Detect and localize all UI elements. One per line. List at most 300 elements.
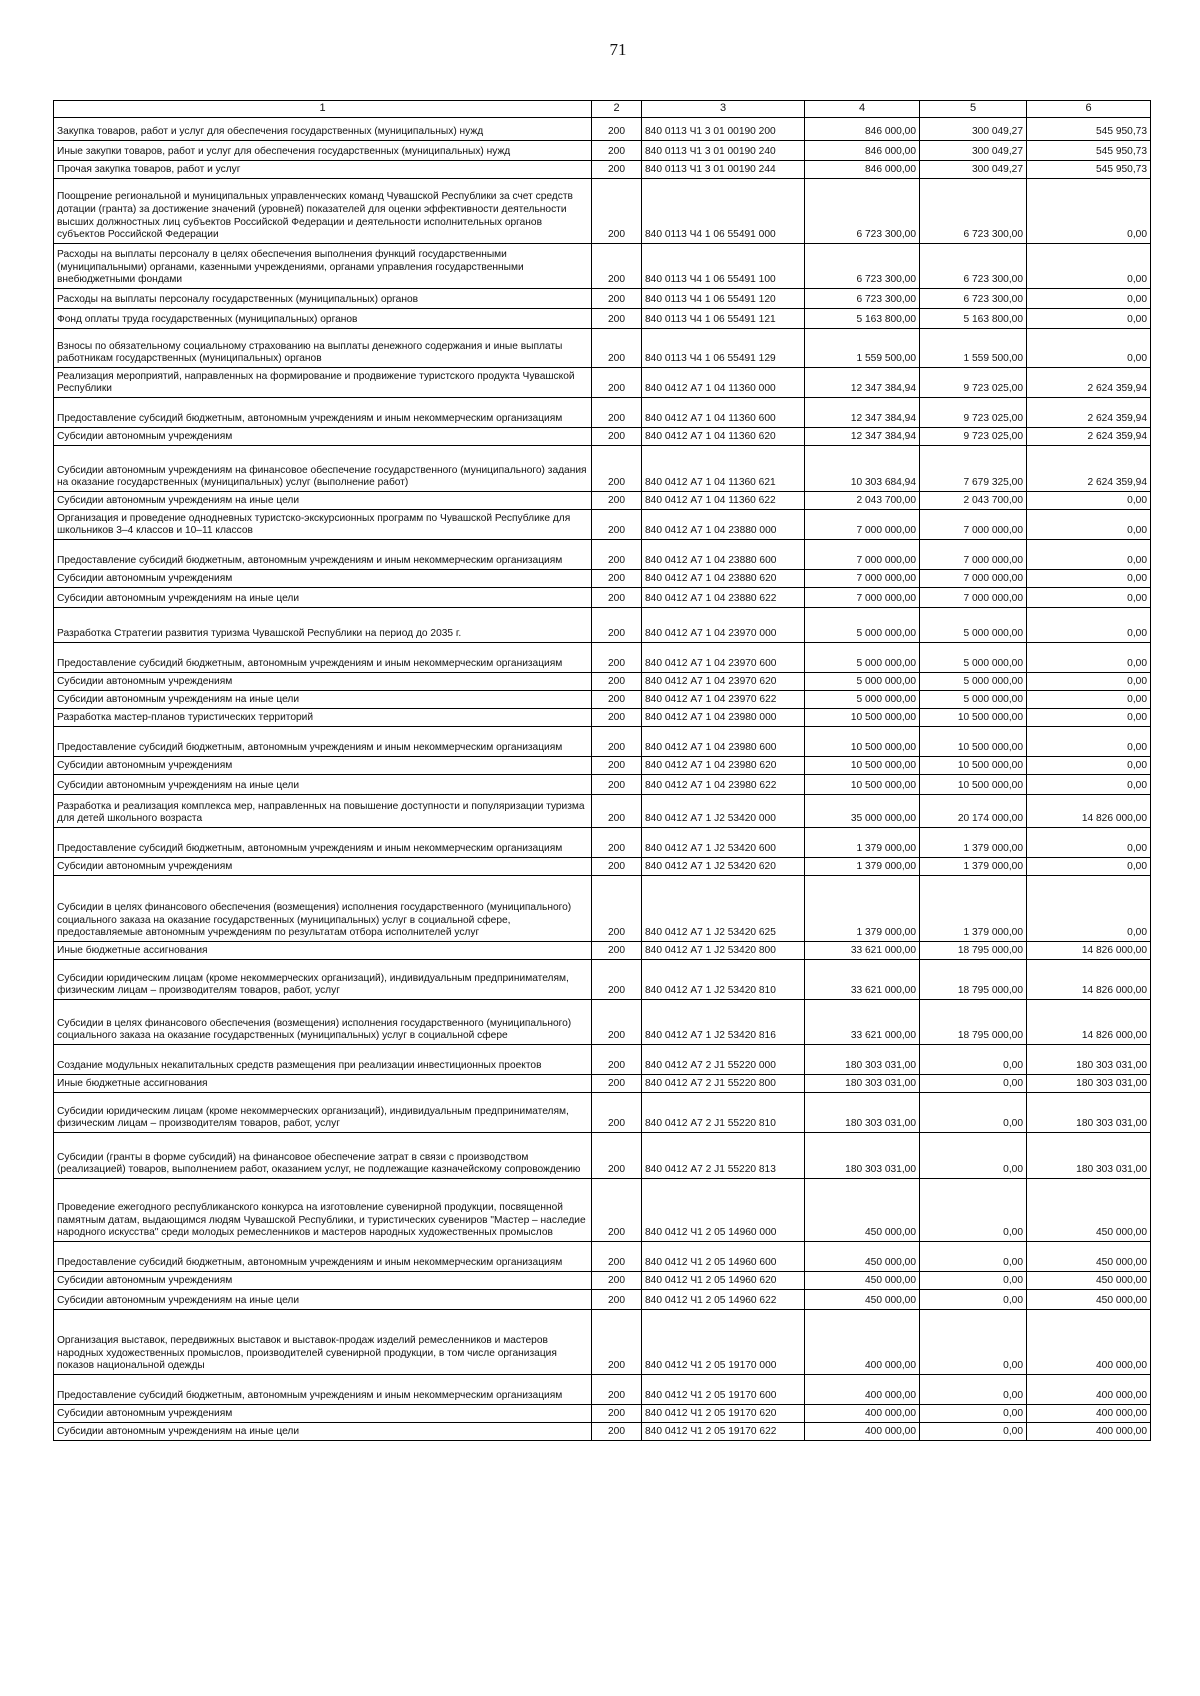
table-row [54,368,1151,398]
row-executed-amount-cell: 10 500 000,00 [920,727,1027,757]
row-remainder-amount-cell: 450 000,00 [1027,1272,1151,1290]
row-executed-amount-cell: 0,00 [920,1272,1027,1290]
row-classification-code-cell: 840 0412 А7 1 04 11360 000 [642,368,805,398]
row-executed-amount-cell: 1 379 000,00 [920,858,1027,876]
table-row [54,428,1151,446]
row-remainder-amount-cell: 450 000,00 [1027,1290,1151,1310]
row-remainder-amount-cell: 0,00 [1027,775,1151,795]
row-executed-amount-cell: 7 000 000,00 [920,510,1027,540]
row-approved-amount-cell: 180 303 031,00 [805,1133,920,1179]
row-remainder-amount-cell: 0,00 [1027,510,1151,540]
row-approved-amount-cell: 450 000,00 [805,1179,920,1242]
table-row [54,942,1151,960]
row-remainder-amount-cell: 0,00 [1027,673,1151,691]
row-admin-code-cell: 200 [592,492,642,510]
column-header: 2 [592,101,642,118]
row-name-cell: Предоставление субсидий бюджетным, автономным учреждениям и иным некоммерческим организациям [54,1242,592,1272]
column-header: 6 [1027,101,1151,118]
row-approved-amount-cell: 10 500 000,00 [805,775,920,795]
row-name-cell: Предоставление субсидий бюджетным, автономным учреждениям и иным некоммерческим организациям [54,828,592,858]
row-approved-amount-cell: 7 000 000,00 [805,540,920,570]
row-name-cell: Создание модульных некапитальных средств размещения при реализации инвестиционных проектов [54,1045,592,1075]
row-approved-amount-cell: 35 000 000,00 [805,795,920,828]
row-admin-code-cell: 200 [592,1272,642,1290]
row-remainder-amount-cell: 400 000,00 [1027,1310,1151,1375]
row-admin-code-cell: 200 [592,141,642,161]
row-admin-code-cell: 200 [592,329,642,368]
row-executed-amount-cell: 2 043 700,00 [920,492,1027,510]
row-admin-code-cell: 200 [592,540,642,570]
row-name-cell: Иные бюджетные ассигнования [54,1075,592,1093]
row-remainder-amount-cell: 14 826 000,00 [1027,1000,1151,1045]
row-classification-code-cell: 840 0113 Ч4 1 06 55491 121 [642,309,805,329]
row-classification-code-cell: 840 0113 Ч1 3 01 00190 244 [642,161,805,179]
row-remainder-amount-cell: 0,00 [1027,643,1151,673]
row-remainder-amount-cell: 0,00 [1027,289,1151,309]
row-approved-amount-cell: 12 347 384,94 [805,368,920,398]
row-approved-amount-cell: 1 379 000,00 [805,828,920,858]
column-header: 1 [54,101,592,118]
row-remainder-amount-cell: 450 000,00 [1027,1242,1151,1272]
row-classification-code-cell: 840 0412 А7 2 J1 55220 800 [642,1075,805,1093]
row-name-cell: Реализация мероприятий, направленных на формирование и продвижение туристского продукта Чувашской Республики [54,368,592,398]
row-executed-amount-cell: 6 723 300,00 [920,179,1027,244]
row-admin-code-cell: 200 [592,588,642,608]
row-name-cell: Предоставление субсидий бюджетным, автономным учреждениям и иным некоммерческим организациям [54,540,592,570]
row-admin-code-cell: 200 [592,876,642,942]
row-approved-amount-cell: 10 500 000,00 [805,727,920,757]
row-approved-amount-cell: 6 723 300,00 [805,179,920,244]
row-remainder-amount-cell: 0,00 [1027,828,1151,858]
row-approved-amount-cell: 12 347 384,94 [805,398,920,428]
table-row [54,673,1151,691]
row-executed-amount-cell: 7 000 000,00 [920,570,1027,588]
row-approved-amount-cell: 2 043 700,00 [805,492,920,510]
row-classification-code-cell: 840 0412 Ч1 2 05 14960 000 [642,1179,805,1242]
row-classification-code-cell: 840 0412 Ч1 2 05 14960 620 [642,1272,805,1290]
row-name-cell: Субсидии автономным учреждениям на иные цели [54,492,592,510]
table-row [54,1045,1151,1075]
table-row [54,775,1151,795]
table-row [54,118,1151,141]
row-classification-code-cell: 840 0412 А7 1 04 23970 622 [642,691,805,709]
row-name-cell: Субсидии в целях финансового обеспечения (возмещения) исполнения государственного (муниципального) социального заказа на оказание государственных (муниципальных) услуг в социальной сфере [54,1000,592,1045]
row-admin-code-cell: 200 [592,757,642,775]
row-executed-amount-cell: 1 379 000,00 [920,828,1027,858]
row-name-cell: Разработка и реализация комплекса мер, направленных на повышение доступности и популяризации туризма для детей школьного возраста [54,795,592,828]
row-approved-amount-cell: 400 000,00 [805,1405,920,1423]
row-admin-code-cell: 200 [592,510,642,540]
row-remainder-amount-cell: 400 000,00 [1027,1375,1151,1405]
row-approved-amount-cell: 33 621 000,00 [805,942,920,960]
table-row [54,540,1151,570]
row-approved-amount-cell: 180 303 031,00 [805,1093,920,1133]
row-executed-amount-cell: 9 723 025,00 [920,398,1027,428]
row-executed-amount-cell: 7 000 000,00 [920,540,1027,570]
row-admin-code-cell: 200 [592,1000,642,1045]
row-classification-code-cell: 840 0412 А7 2 J1 55220 810 [642,1093,805,1133]
row-name-cell: Субсидии автономным учреждениям на иные цели [54,691,592,709]
row-executed-amount-cell: 300 049,27 [920,141,1027,161]
row-remainder-amount-cell: 400 000,00 [1027,1405,1151,1423]
row-executed-amount-cell: 5 000 000,00 [920,643,1027,673]
row-remainder-amount-cell: 545 950,73 [1027,118,1151,141]
row-remainder-amount-cell: 0,00 [1027,492,1151,510]
table-row [54,398,1151,428]
row-executed-amount-cell: 0,00 [920,1133,1027,1179]
row-classification-code-cell: 840 0412 Ч1 2 05 14960 622 [642,1290,805,1310]
row-approved-amount-cell: 5 163 800,00 [805,309,920,329]
row-remainder-amount-cell: 0,00 [1027,540,1151,570]
row-executed-amount-cell: 7 000 000,00 [920,588,1027,608]
row-remainder-amount-cell: 0,00 [1027,876,1151,942]
row-approved-amount-cell: 450 000,00 [805,1242,920,1272]
table-row [54,588,1151,608]
row-classification-code-cell: 840 0412 А7 1 04 23880 000 [642,510,805,540]
row-approved-amount-cell: 10 500 000,00 [805,709,920,727]
row-classification-code-cell: 840 0412 А7 1 04 23970 620 [642,673,805,691]
row-remainder-amount-cell: 400 000,00 [1027,1423,1151,1441]
table-row [54,709,1151,727]
row-admin-code-cell: 200 [592,960,642,1000]
table-row [54,828,1151,858]
row-admin-code-cell: 200 [592,179,642,244]
row-name-cell: Иные закупки товаров, работ и услуг для обеспечения государственных (муниципальных) нужд [54,141,592,161]
row-name-cell: Предоставление субсидий бюджетным, автономным учреждениям и иным некоммерческим организациям [54,727,592,757]
row-approved-amount-cell: 5 000 000,00 [805,608,920,643]
row-approved-amount-cell: 400 000,00 [805,1310,920,1375]
row-name-cell: Субсидии автономным учреждениям на финансовое обеспечение государственного (муниципального) задания на оказание государственных (муниципальных) услуг (выполнение работ) [54,446,592,492]
row-admin-code-cell: 200 [592,727,642,757]
row-approved-amount-cell: 1 379 000,00 [805,876,920,942]
row-admin-code-cell: 200 [592,691,642,709]
row-name-cell: Поощрение региональной и муниципальных управленческих команд Чувашской Республики за счет средств дотации (гранта) за достижение значений (уровней) показателей для оценки эффективности деятельности высших должностных лиц субъектов Российской Федерации и деятельности исполнительных органов субъектов Российской Федерации [54,179,592,244]
table-row [54,570,1151,588]
row-executed-amount-cell: 18 795 000,00 [920,942,1027,960]
row-classification-code-cell: 840 0412 А7 1 04 23980 620 [642,757,805,775]
table-row [54,1310,1151,1375]
row-approved-amount-cell: 400 000,00 [805,1375,920,1405]
table-row [54,1375,1151,1405]
row-admin-code-cell: 200 [592,161,642,179]
row-name-cell: Субсидии автономным учреждениям на иные цели [54,775,592,795]
row-remainder-amount-cell: 180 303 031,00 [1027,1133,1151,1179]
row-name-cell: Разработка Стратегии развития туризма Чувашской Республики на период до 2035 г. [54,608,592,643]
row-approved-amount-cell: 5 000 000,00 [805,673,920,691]
row-classification-code-cell: 840 0412 А7 1 04 23880 622 [642,588,805,608]
table-row [54,492,1151,510]
row-name-cell: Закупка товаров, работ и услуг для обеспечения государственных (муниципальных) нужд [54,118,592,141]
row-classification-code-cell: 840 0113 Ч4 1 06 55491 000 [642,179,805,244]
row-remainder-amount-cell: 2 624 359,94 [1027,368,1151,398]
table-row [54,1075,1151,1093]
row-name-cell: Организация и проведение однодневных туристско-экскурсионных программ по Чувашской Республике для школьников 3–4 классов и 10–11 классов [54,510,592,540]
row-executed-amount-cell: 1 559 500,00 [920,329,1027,368]
page-number: 71 [609,40,627,59]
table-row [54,1093,1151,1133]
row-admin-code-cell: 200 [592,570,642,588]
row-executed-amount-cell: 6 723 300,00 [920,289,1027,309]
budget-table [53,100,1151,1441]
row-name-cell: Субсидии автономным учреждениям на иные цели [54,1290,592,1310]
row-admin-code-cell: 200 [592,244,642,289]
row-classification-code-cell: 840 0412 А7 1 J2 53420 816 [642,1000,805,1045]
row-classification-code-cell: 840 0113 Ч4 1 06 55491 100 [642,244,805,289]
row-admin-code-cell: 200 [592,1242,642,1272]
row-executed-amount-cell: 0,00 [920,1075,1027,1093]
table-row [54,1290,1151,1310]
table-row [54,309,1151,329]
row-approved-amount-cell: 10 500 000,00 [805,757,920,775]
row-executed-amount-cell: 0,00 [920,1375,1027,1405]
row-name-cell: Взносы по обязательному социальному страхованию на выплаты денежного содержания и иные выплаты работникам государственных (муниципальных) органов [54,329,592,368]
table-row [54,960,1151,1000]
row-approved-amount-cell: 33 621 000,00 [805,960,920,1000]
row-admin-code-cell: 200 [592,1133,642,1179]
row-name-cell: Субсидии в целях финансового обеспечения (возмещения) исполнения государственного (муниципального) социального заказа на оказание государственных (муниципальных) услуг в социальной сфере, предоставляемые автономным учреждениям по результатам отбора исполнителей услуг [54,876,592,942]
row-classification-code-cell: 840 0412 А7 1 04 23970 600 [642,643,805,673]
row-remainder-amount-cell: 0,00 [1027,608,1151,643]
row-remainder-amount-cell: 450 000,00 [1027,1179,1151,1242]
row-admin-code-cell: 200 [592,289,642,309]
row-remainder-amount-cell: 14 826 000,00 [1027,960,1151,1000]
header-row [54,101,1151,118]
table-row [54,244,1151,289]
row-name-cell: Субсидии (гранты в форме субсидий) на финансовое обеспечение затрат в связи с производством (реализацией) товаров, выполнением работ, оказанием услуг, не подлежащие казначейскому сопровождению [54,1133,592,1179]
row-approved-amount-cell: 846 000,00 [805,141,920,161]
row-executed-amount-cell: 0,00 [920,1310,1027,1375]
row-name-cell: Субсидии юридическим лицам (кроме некоммерческих организаций), индивидуальным предпринимателям, физическим лицам – производителям товаров, работ, услуг [54,960,592,1000]
row-name-cell: Предоставление субсидий бюджетным, автономным учреждениям и иным некоммерческим организациям [54,1375,592,1405]
row-executed-amount-cell: 1 379 000,00 [920,876,1027,942]
table-body [54,118,1151,1441]
row-approved-amount-cell: 1 379 000,00 [805,858,920,876]
row-remainder-amount-cell: 2 624 359,94 [1027,428,1151,446]
row-approved-amount-cell: 7 000 000,00 [805,570,920,588]
table-row [54,876,1151,942]
row-name-cell: Субсидии автономным учреждениям [54,1272,592,1290]
row-remainder-amount-cell: 0,00 [1027,858,1151,876]
row-approved-amount-cell: 6 723 300,00 [805,289,920,309]
row-admin-code-cell: 200 [592,775,642,795]
row-classification-code-cell: 840 0412 А7 2 J1 55220 813 [642,1133,805,1179]
row-executed-amount-cell: 6 723 300,00 [920,244,1027,289]
row-executed-amount-cell: 0,00 [920,1423,1027,1441]
row-executed-amount-cell: 0,00 [920,1242,1027,1272]
row-classification-code-cell: 840 0412 А7 1 04 23880 600 [642,540,805,570]
row-executed-amount-cell: 0,00 [920,1179,1027,1242]
row-executed-amount-cell: 0,00 [920,1093,1027,1133]
table-row [54,161,1151,179]
row-classification-code-cell: 840 0412 А7 1 04 23980 622 [642,775,805,795]
table-row [54,858,1151,876]
row-admin-code-cell: 200 [592,398,642,428]
column-header: 3 [642,101,805,118]
row-admin-code-cell: 200 [592,709,642,727]
row-remainder-amount-cell: 2 624 359,94 [1027,398,1151,428]
row-remainder-amount-cell: 0,00 [1027,727,1151,757]
row-executed-amount-cell: 10 500 000,00 [920,757,1027,775]
row-approved-amount-cell: 400 000,00 [805,1423,920,1441]
row-classification-code-cell: 840 0412 А7 1 04 11360 620 [642,428,805,446]
row-executed-amount-cell: 5 000 000,00 [920,608,1027,643]
row-executed-amount-cell: 0,00 [920,1045,1027,1075]
row-classification-code-cell: 840 0412 А7 1 04 11360 600 [642,398,805,428]
row-classification-code-cell: 840 0412 А7 1 04 11360 622 [642,492,805,510]
row-executed-amount-cell: 10 500 000,00 [920,775,1027,795]
row-admin-code-cell: 200 [592,1045,642,1075]
row-remainder-amount-cell: 14 826 000,00 [1027,795,1151,828]
row-executed-amount-cell: 10 500 000,00 [920,709,1027,727]
row-name-cell: Организация выставок, передвижных выставок и выставок-продаж изделий ремесленников и мастеров народных художественных промыслов, производителей сувенирной продукции, в том числе организация показов национальной одежды [54,1310,592,1375]
row-classification-code-cell: 840 0113 Ч4 1 06 55491 129 [642,329,805,368]
row-approved-amount-cell: 1 559 500,00 [805,329,920,368]
table-row [54,608,1151,643]
row-name-cell: Субсидии автономным учреждениям [54,570,592,588]
row-remainder-amount-cell: 180 303 031,00 [1027,1093,1151,1133]
row-classification-code-cell: 840 0113 Ч4 1 06 55491 120 [642,289,805,309]
row-admin-code-cell: 200 [592,1375,642,1405]
table-row [54,1133,1151,1179]
row-remainder-amount-cell: 545 950,73 [1027,161,1151,179]
row-approved-amount-cell: 846 000,00 [805,118,920,141]
row-executed-amount-cell: 9 723 025,00 [920,368,1027,398]
row-classification-code-cell: 840 0412 А7 1 04 23980 600 [642,727,805,757]
row-approved-amount-cell: 10 303 684,94 [805,446,920,492]
table-row [54,1423,1151,1441]
row-classification-code-cell: 840 0113 Ч1 3 01 00190 240 [642,141,805,161]
row-admin-code-cell: 200 [592,446,642,492]
row-classification-code-cell: 840 0412 Ч1 2 05 19170 000 [642,1310,805,1375]
row-classification-code-cell: 840 0412 А7 1 J2 53420 000 [642,795,805,828]
row-name-cell: Предоставление субсидий бюджетным, автономным учреждениям и иным некоммерческим организациям [54,643,592,673]
row-admin-code-cell: 200 [592,428,642,446]
row-admin-code-cell: 200 [592,1179,642,1242]
row-admin-code-cell: 200 [592,673,642,691]
row-remainder-amount-cell: 14 826 000,00 [1027,942,1151,960]
row-remainder-amount-cell: 0,00 [1027,179,1151,244]
row-executed-amount-cell: 20 174 000,00 [920,795,1027,828]
table-row [54,691,1151,709]
row-name-cell: Разработка мастер-планов туристических территорий [54,709,592,727]
row-classification-code-cell: 840 0412 А7 1 04 23880 620 [642,570,805,588]
table-row [54,289,1151,309]
row-approved-amount-cell: 12 347 384,94 [805,428,920,446]
row-classification-code-cell: 840 0412 Ч1 2 05 19170 600 [642,1375,805,1405]
row-name-cell: Субсидии автономным учреждениям [54,757,592,775]
row-remainder-amount-cell: 2 624 359,94 [1027,446,1151,492]
row-executed-amount-cell: 0,00 [920,1290,1027,1310]
row-name-cell: Проведение ежегодного республиканского конкурса на изготовление сувенирной продукции, посвященной памятным датам, выдающимся людям Чувашской Республики, и туристических сувениров "Мастер – наследие народного искусства" среди молодых ремесленников и мастеров народных художественных промыслов [54,1179,592,1242]
row-classification-code-cell: 840 0412 А7 1 J2 53420 600 [642,828,805,858]
row-classification-code-cell: 840 0412 Ч1 2 05 19170 622 [642,1423,805,1441]
row-name-cell: Прочая закупка товаров, работ и услуг [54,161,592,179]
table-row [54,1179,1151,1242]
row-executed-amount-cell: 18 795 000,00 [920,960,1027,1000]
row-admin-code-cell: 200 [592,643,642,673]
row-executed-amount-cell: 5 000 000,00 [920,673,1027,691]
row-remainder-amount-cell: 0,00 [1027,757,1151,775]
table-row [54,795,1151,828]
row-approved-amount-cell: 33 621 000,00 [805,1000,920,1045]
row-name-cell: Фонд оплаты труда государственных (муниципальных) органов [54,309,592,329]
row-approved-amount-cell: 180 303 031,00 [805,1075,920,1093]
table-row [54,141,1151,161]
table-row [54,510,1151,540]
table-row [54,727,1151,757]
row-executed-amount-cell: 5 163 800,00 [920,309,1027,329]
row-remainder-amount-cell: 545 950,73 [1027,141,1151,161]
row-admin-code-cell: 200 [592,1290,642,1310]
row-remainder-amount-cell: 0,00 [1027,329,1151,368]
row-name-cell: Предоставление субсидий бюджетным, автономным учреждениям и иным некоммерческим организациям [54,398,592,428]
row-remainder-amount-cell: 180 303 031,00 [1027,1045,1151,1075]
column-header: 4 [805,101,920,118]
row-executed-amount-cell: 0,00 [920,1405,1027,1423]
row-admin-code-cell: 200 [592,1093,642,1133]
row-remainder-amount-cell: 180 303 031,00 [1027,1075,1151,1093]
row-classification-code-cell: 840 0412 А7 2 J1 55220 000 [642,1045,805,1075]
table-row [54,1242,1151,1272]
row-admin-code-cell: 200 [592,828,642,858]
table-row [54,643,1151,673]
row-remainder-amount-cell: 0,00 [1027,570,1151,588]
table-row [54,1272,1151,1290]
row-approved-amount-cell: 6 723 300,00 [805,244,920,289]
row-name-cell: Субсидии юридическим лицам (кроме некоммерческих организаций), индивидуальным предпринимателям, физическим лицам – производителям товаров, работ, услуг [54,1093,592,1133]
table-row [54,757,1151,775]
row-remainder-amount-cell: 0,00 [1027,244,1151,289]
row-executed-amount-cell: 5 000 000,00 [920,691,1027,709]
table-row [54,1405,1151,1423]
row-admin-code-cell: 200 [592,858,642,876]
row-classification-code-cell: 840 0412 А7 1 J2 53420 800 [642,942,805,960]
row-executed-amount-cell: 300 049,27 [920,161,1027,179]
table-row [54,446,1151,492]
row-executed-amount-cell: 18 795 000,00 [920,1000,1027,1045]
row-approved-amount-cell: 180 303 031,00 [805,1045,920,1075]
row-remainder-amount-cell: 0,00 [1027,691,1151,709]
row-classification-code-cell: 840 0412 А7 1 04 23970 000 [642,608,805,643]
row-name-cell: Расходы на выплаты персоналу государственных (муниципальных) органов [54,289,592,309]
row-admin-code-cell: 200 [592,1405,642,1423]
table-row [54,1000,1151,1045]
row-name-cell: Субсидии автономным учреждениям на иные цели [54,588,592,608]
row-admin-code-cell: 200 [592,368,642,398]
row-approved-amount-cell: 7 000 000,00 [805,510,920,540]
row-classification-code-cell: 840 0113 Ч1 3 01 00190 200 [642,118,805,141]
row-classification-code-cell: 840 0412 А7 1 J2 53420 625 [642,876,805,942]
row-approved-amount-cell: 450 000,00 [805,1272,920,1290]
row-executed-amount-cell: 9 723 025,00 [920,428,1027,446]
table-row [54,329,1151,368]
row-name-cell: Субсидии автономным учреждениям [54,673,592,691]
row-approved-amount-cell: 450 000,00 [805,1290,920,1310]
table-row [54,179,1151,244]
row-name-cell: Субсидии автономным учреждениям [54,1405,592,1423]
row-admin-code-cell: 200 [592,1310,642,1375]
column-header: 5 [920,101,1027,118]
row-classification-code-cell: 840 0412 А7 1 J2 53420 620 [642,858,805,876]
row-classification-code-cell: 840 0412 А7 1 J2 53420 810 [642,960,805,1000]
row-remainder-amount-cell: 0,00 [1027,588,1151,608]
row-name-cell: Иные бюджетные ассигнования [54,942,592,960]
row-admin-code-cell: 200 [592,942,642,960]
row-name-cell: Субсидии автономным учреждениям [54,858,592,876]
row-remainder-amount-cell: 0,00 [1027,309,1151,329]
row-executed-amount-cell: 300 049,27 [920,118,1027,141]
row-name-cell: Субсидии автономным учреждениям на иные цели [54,1423,592,1441]
